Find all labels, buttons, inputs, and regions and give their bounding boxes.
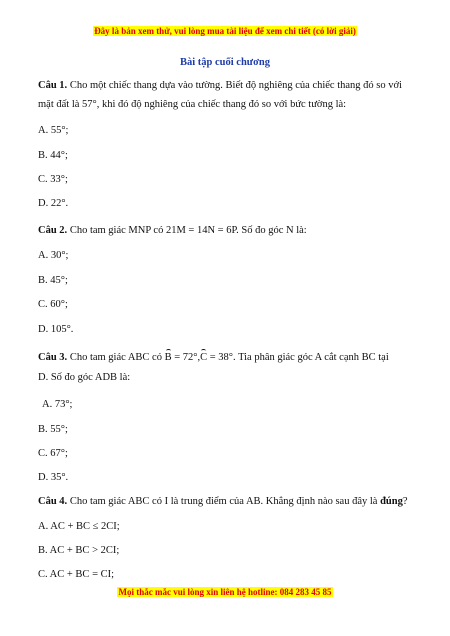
preview-notice-text: Đây là bản xem thử, vui lòng mua tài liệu để xem chi tiết (có lời giải) [94, 26, 356, 36]
question-3-option-c: C. 67°; [38, 448, 68, 459]
question-3-text-pre: Cho tam giác ABC có [67, 352, 165, 363]
question-3-option-b: B. 55°; [38, 424, 68, 435]
question-2-text: Cho tam giác MNP có 21M = 14N = 6P. Số đo góc N là: [67, 225, 307, 236]
question-2-option-b: B. 45°; [38, 275, 68, 286]
question-3-text-mid1: = 72°, [171, 352, 201, 363]
question-3-option-d: D. 35°. [38, 472, 69, 483]
question-4-text-end: ? [402, 496, 408, 507]
question-2-option-a: A. 30°; [38, 250, 69, 261]
question-4-emphasis: đúng [380, 496, 403, 507]
question-1-label: Câu 1. [38, 80, 68, 91]
question-1-line-2: mặt đất là 57°, khi đó độ nghiêng của chiếc thang đó so với bức tường là: [38, 99, 347, 110]
angle-c-symbol: C [200, 352, 208, 363]
question-2-label: Câu 2. [38, 225, 68, 236]
question-1-option-a: A. 55°; [38, 125, 69, 136]
question-2-option-d: D. 105°. [38, 324, 74, 335]
question-1-text: Cho một chiếc thang dựa vào tường. Biết độ nghiêng của chiếc thang đó so với [67, 80, 402, 91]
question-2-line-1 [38, 225, 307, 236]
preview-notice-banner [0, 26, 450, 36]
question-1-option-b: B. 44°; [38, 150, 68, 161]
section-title: Bài tập cuối chương [179, 57, 270, 68]
question-3-line-2: D. Số đo góc ADB là: [38, 372, 131, 383]
hotline-notice-text: Mọi thắc mắc vui lòng xin liên hệ hotline: 084 283 45 85 [118, 587, 332, 597]
question-1-option-c: C. 33°; [38, 174, 68, 185]
question-4-text: Cho tam giác ABC có I là trung điểm của AB. Khẳng định nào sau đây là [67, 496, 381, 507]
question-4-option-b: B. AC + BC > 2CI; [38, 545, 120, 556]
angle-b-symbol: B [164, 352, 172, 363]
question-4-line-1 [38, 496, 408, 507]
question-1-option-d: D. 22°. [38, 198, 69, 209]
question-3-text-mid2: = 38°. Tia phân giác góc A cắt cạnh BC tại [207, 352, 389, 363]
question-3-line-1 [38, 352, 389, 363]
question-4-option-a: A. AC + BC ≤ 2CI; [38, 521, 120, 532]
hotline-notice-banner [0, 587, 450, 597]
question-2-option-c: C. 60°; [38, 299, 68, 310]
question-4-label: Câu 4. [38, 496, 68, 507]
question-3-option-a: A. 73°; [42, 399, 73, 410]
question-1-line-1 [38, 80, 402, 91]
question-3-label: Câu 3. [38, 352, 68, 363]
question-4-option-c: C. AC + BC = CI; [38, 569, 115, 580]
